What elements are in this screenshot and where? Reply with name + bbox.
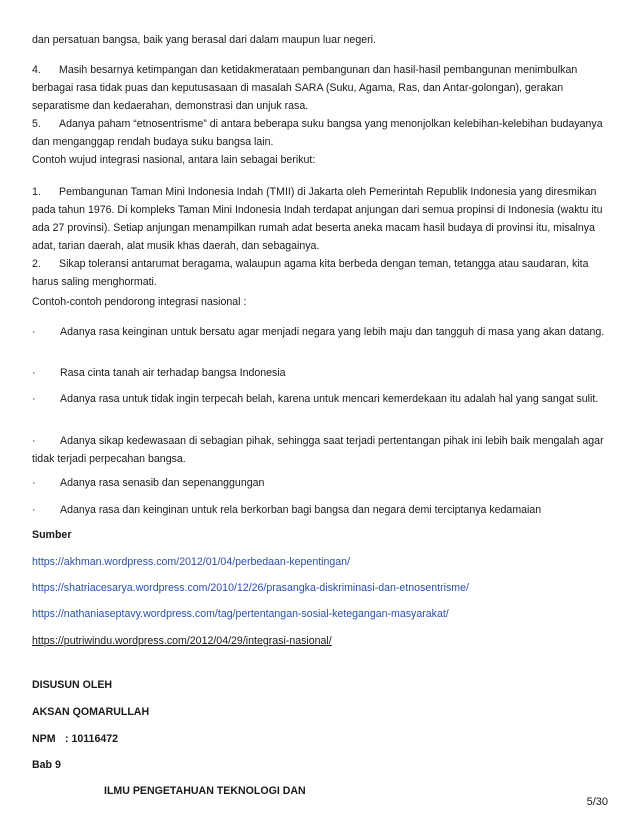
source-link[interactable]: https://putriwindu.wordpress.com/2012/04/29/integrasi-nasional/ bbox=[32, 635, 332, 647]
bullet-item: · Adanya sikap kedewasaan di sebagian pihak, sehingga saat terjadi pertentangan pihak ini lebih baik mengalah agar tidak terjadi perpecahan bangsa. bbox=[32, 435, 604, 465]
numbered-paragraph-5: 5. Adanya paham “etnosentrisme” di antara beberapa suku bangsa yang menonjolkan kelebihan-kelebihan budayanya dan menganggap rendah budaya suku bangsa lain. bbox=[32, 118, 603, 148]
paragraph-continuation: dan persatuan bangsa, baik yang berasal dari dalam maupun luar negeri. bbox=[32, 34, 376, 46]
bullet-item: · Adanya rasa senasib dan sepenanggungan bbox=[32, 477, 265, 489]
example-2: 2. Sikap toleransi antarumat beragama, walaupun agama kita berbeda dengan teman, tetangga atau saudaran, kita harus saling menghormati. bbox=[32, 258, 589, 288]
subject-title: ILMU PENGETAHUAN TEKNOLOGI DAN bbox=[104, 785, 306, 797]
bullet-item: · Rasa cinta tanah air terhadap bangsa Indonesia bbox=[32, 367, 286, 379]
npm-line: NPM : 10116472 bbox=[32, 733, 119, 745]
source-link[interactable]: https://shatriacesarya.wordpress.com/2010/12/26/prasangka-diskriminasi-dan-etnosentrisme/ bbox=[32, 582, 469, 594]
author-name: AKSAN QOMARULLAH bbox=[32, 706, 150, 718]
numbered-paragraph-4: 4. Masih besarnya ketimpangan dan ketidakmerataan pembangunan dan hasil-hasil pembangunan menimbulkan berbagai rasa tidak puas dan keputusasaan di masalah SARA (Suku, Agama, Ras, dan Antar-golongan), gerakan separatisme dan kedaerahan, demonstrasi dan unjuk rasa. bbox=[32, 64, 578, 112]
bullet-item: · Adanya rasa untuk tidak ingin terpecah belah, karena untuk mencari kemerdekaan itu adalah hal yang sangat sulit. bbox=[32, 393, 599, 405]
drivers-intro: Contoh-contoh pendorong integrasi nasional : bbox=[32, 296, 247, 308]
example-1: 1. Pembangunan Taman Mini Indonesia Indah (TMII) di Jakarta oleh Pemerintah Republik Indonesia yang diresmikan pada tahun 1976. Di kompleks Taman Mini Indonesia Indah terdapat anjungan dari semua propinsi di Indonesia (waktu itu ada 27 provinsi). Setiap anjungan menampilkan rumah adat beserta aneka macam hasil budaya di provinsi itu, misalnya adat, tarian daerah, alat musik khas daerah, dan sebagainya. bbox=[32, 186, 603, 252]
source-link[interactable]: https://nathaniaseptavy.wordpress.com/tag/pertentangan-sosial-ketegangan-masyarakat/ bbox=[32, 608, 449, 620]
page-number: 5/30 bbox=[586, 796, 608, 808]
examples-intro: Contoh wujud integrasi nasional, antara lain sebagai berikut: bbox=[32, 154, 316, 166]
source-link[interactable]: https://akhman.wordpress.com/2012/01/04/perbedaan-kepentingan/ bbox=[32, 556, 351, 568]
sources-heading: Sumber bbox=[32, 529, 72, 541]
compiled-by-label: DISUSUN OLEH bbox=[32, 679, 113, 691]
bullet-item: · Adanya rasa dan keinginan untuk rela berkorban bagi bangsa dan negara demi terciptanya kedamaian bbox=[32, 504, 542, 516]
bullet-item: · Adanya rasa keinginan untuk bersatu agar menjadi negara yang lebih maju dan tangguh di masa yang akan datang. bbox=[32, 326, 605, 338]
chapter-label: Bab 9 bbox=[32, 759, 61, 771]
